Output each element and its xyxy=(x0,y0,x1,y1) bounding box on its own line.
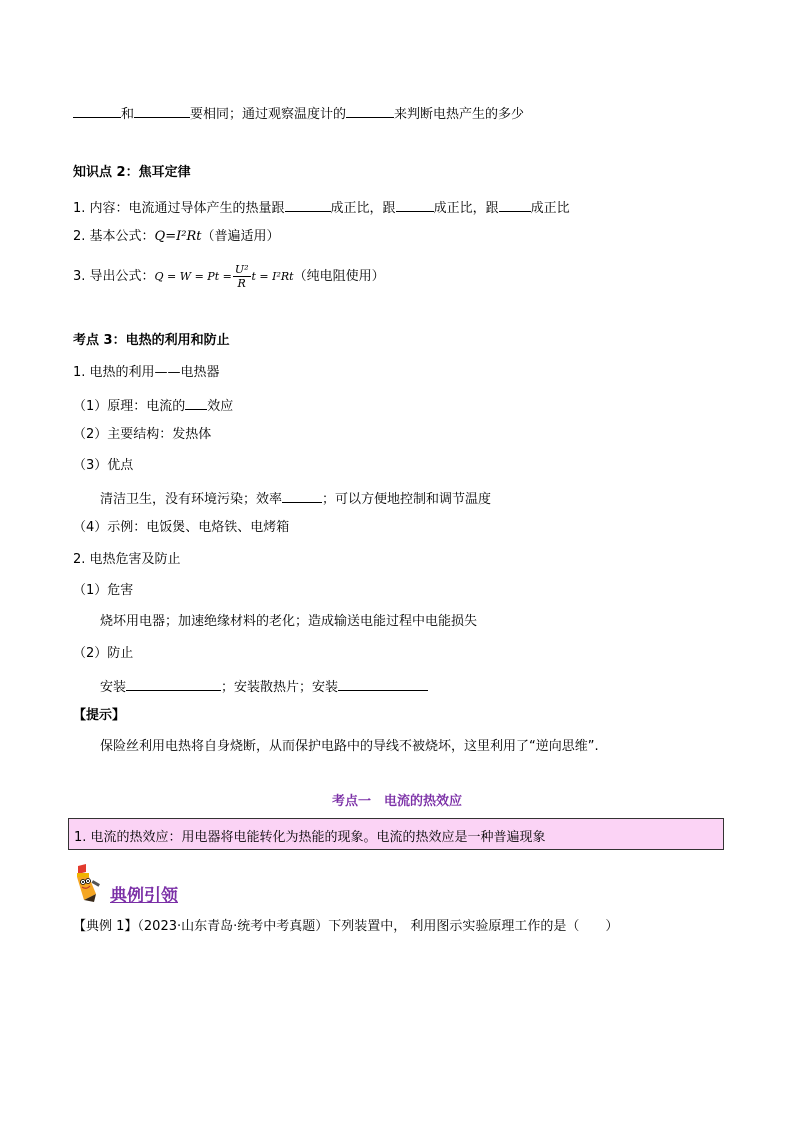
blank xyxy=(282,488,322,503)
hint-title: 【提示】 xyxy=(73,708,126,723)
hint-text: 保险丝利用电热将自身烧断，从而保护电路中的导线不被烧坏，这里利用了“逆向思维”. xyxy=(100,739,599,754)
blank xyxy=(338,676,428,691)
kp3-line: （2）防止 xyxy=(73,646,134,661)
kp3-line: 烧坏用电器；加速绝缘材料的老化；造成输送电能过程中电能损失 xyxy=(100,614,478,629)
kp2-item-3: 3. 导出公式：Q = W = Pt = $\frac{\text{U²}}{R}$ t = I²Rt（纯电阻使用） xyxy=(73,263,385,290)
blank xyxy=(396,197,434,212)
kp3-line: 清洁卫生，没有环境污染；效率 ；可以方便地控制和调节温度 xyxy=(100,488,491,509)
pencil-mascot-icon xyxy=(72,864,106,904)
example-header xyxy=(72,864,202,906)
kp2-item-1: 1. 内容：电流通过导体产生的热量跟 成正比，跟 成正比，跟 成正比 xyxy=(73,197,570,218)
kp3-line: （1）原理：电流的 效应 xyxy=(73,395,233,416)
kp3-line: （3）优点 xyxy=(73,458,134,473)
kp3-line: 2. 电热危害及防止 xyxy=(73,552,181,567)
blank xyxy=(126,676,221,691)
kp2-title: 知识点 2：焦耳定律 xyxy=(73,165,191,180)
blank xyxy=(73,103,121,118)
section-title: 考点一 电流的热效应 xyxy=(331,794,462,809)
blank xyxy=(346,103,394,118)
kp3-line: （4）示例：电饭煲、电烙铁、电烤箱 xyxy=(73,520,290,535)
kp2-item-2: 2. 基本公式：Q=I²Rt（普遍适用） xyxy=(73,229,280,244)
kp3-title: 考点 3：电热的利用和防止 xyxy=(73,333,230,348)
blank xyxy=(285,197,331,212)
kp3-line: 1. 电热的利用——电热器 xyxy=(73,365,220,380)
example-question-1: 【典例 1】（2023·山东青岛·统考中考真题）下列装置中， 利用图示实验原理工作的是（ ） xyxy=(73,919,619,934)
blank xyxy=(134,103,190,118)
definition-box xyxy=(68,818,724,850)
fraction-u2-over-r: $\frac{\text{U²}}{R}$ xyxy=(234,263,249,290)
kp3-line: 安装 ；安装散热片；安装 xyxy=(100,676,428,697)
definition-text: 1. 电流的热效应：用电器将电能转化为热能的现象。电流的热效应是一种普遍现象 xyxy=(74,830,546,845)
example-title: 典例引领 xyxy=(110,886,178,906)
kp3-line: （1）危害 xyxy=(73,583,134,598)
fill-line-1: 和 要相同；通过观察温度计的 来判断电热产生的多少 xyxy=(73,103,524,124)
blank xyxy=(499,197,531,212)
blank xyxy=(185,395,207,410)
joule-formula: Q=I²Rt xyxy=(154,229,202,244)
kp3-line: （2）主要结构：发热体 xyxy=(73,427,212,442)
